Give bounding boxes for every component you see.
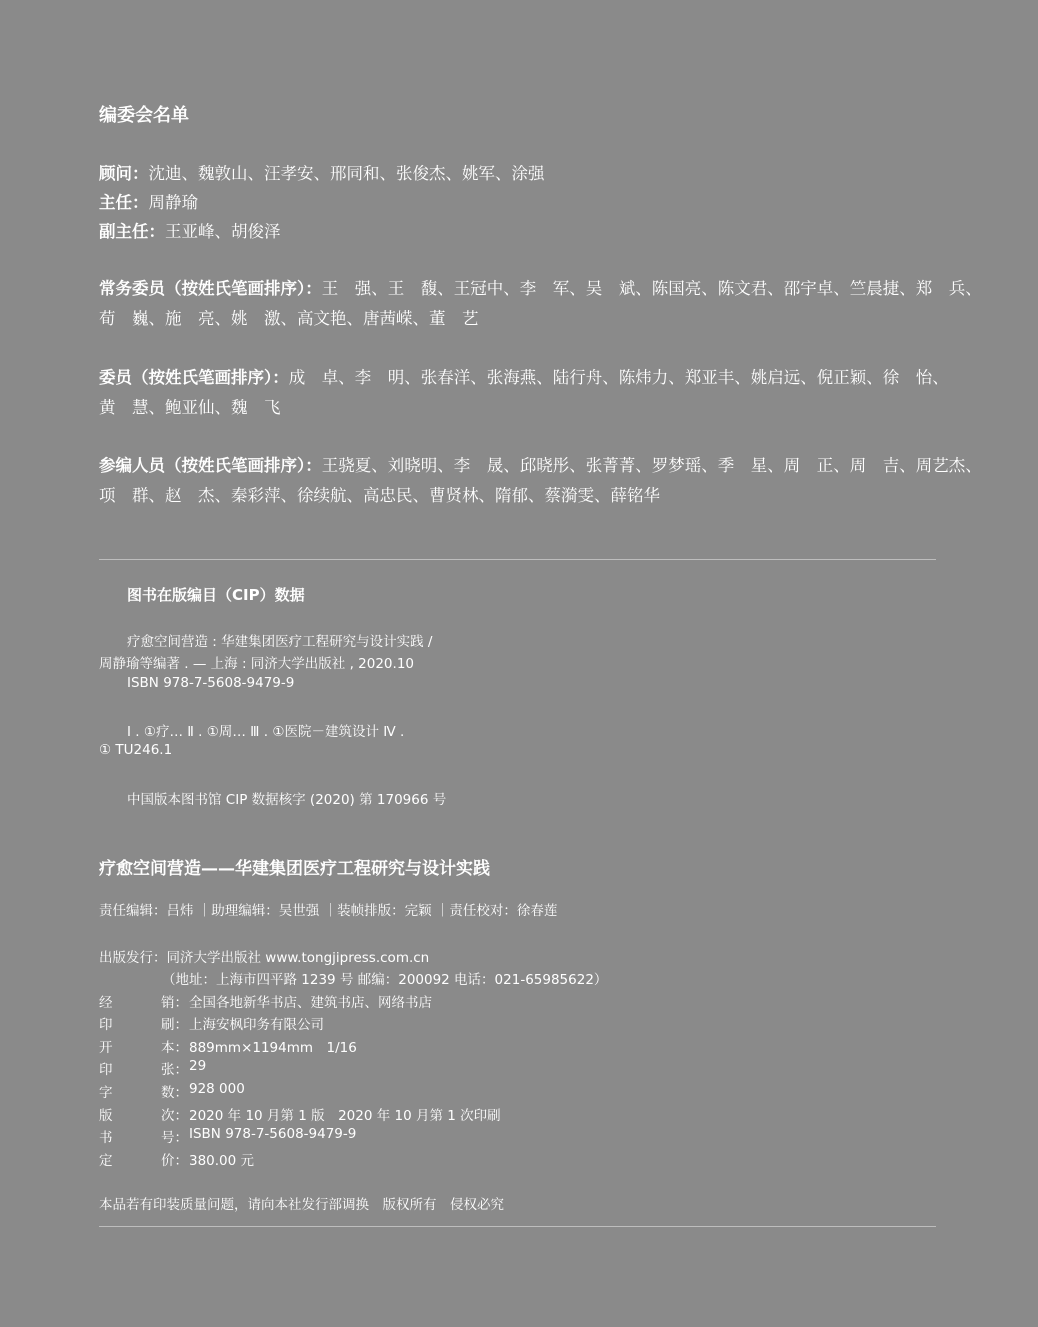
detail-value: 928 000 bbox=[189, 1081, 245, 1097]
detail-key-char: 价： bbox=[161, 1153, 188, 1169]
cip-heading: 图书在版编目（CIP）数据 bbox=[127, 586, 305, 604]
director-label: 主任： bbox=[99, 193, 149, 212]
detail-key-char: 数： bbox=[161, 1085, 188, 1101]
detail-key-char: 张： bbox=[161, 1062, 188, 1078]
detail-key-char: 本： bbox=[161, 1040, 188, 1056]
members-names-2: 黄 慧、鲍亚仙、魏 飞 bbox=[99, 398, 281, 417]
vice-director-label: 副主任： bbox=[99, 222, 165, 241]
standing-committee-names-1: 王 强、王 馥、王冠中、李 军、吴 斌、陈国亮、陈文君、邵宇卓、竺晨捷、郑 兵、 bbox=[321, 279, 982, 298]
standing-committee-block bbox=[99, 274, 982, 334]
cip-record-number: 中国版本图书馆 CIP 数据核字 (2020) 第 170966 号 bbox=[127, 792, 447, 808]
cip-isbn: ISBN 978-7-5608-9479-9 bbox=[127, 675, 295, 691]
detail-key-char: 印 bbox=[99, 1062, 113, 1078]
detail-key-char: 开 bbox=[99, 1040, 113, 1056]
publisher-address: （地址：上海市四平路 1239 号 邮编：200092 电话：021-65985622） bbox=[162, 972, 608, 988]
advisor-label: 顾问： bbox=[99, 164, 149, 183]
detail-value: 889mm×1194mm 1/16 bbox=[189, 1040, 357, 1056]
advisor-line bbox=[99, 160, 545, 184]
cip-classification: Ⅰ . ①疗… Ⅱ . ①周… Ⅲ . ①医院－建筑设计 Ⅳ . bbox=[127, 724, 405, 740]
detail-key-char: 刷： bbox=[161, 1017, 188, 1033]
advisor-names: 沈迪、魏敦山、汪孝安、邢同和、张俊杰、姚军、涂强 bbox=[148, 164, 545, 183]
detail-value: 上海安枫印务有限公司 bbox=[189, 1017, 324, 1033]
director-names: 周静瑜 bbox=[148, 193, 198, 212]
contributors-block bbox=[99, 451, 982, 511]
divider-bottom bbox=[99, 1226, 936, 1227]
detail-value: 29 bbox=[189, 1058, 207, 1074]
director-line bbox=[99, 189, 198, 213]
publisher-line: 出版发行：同济大学出版社 www.tongjipress.com.cn bbox=[99, 950, 430, 966]
detail-key-char: 印 bbox=[99, 1017, 113, 1033]
standing-committee-label: 常务委员（按姓氏笔画排序）： bbox=[99, 279, 322, 298]
detail-key-char: 销： bbox=[161, 995, 188, 1011]
contributors-label: 参编人员（按姓氏笔画排序）： bbox=[99, 456, 322, 475]
divider-top bbox=[99, 559, 936, 560]
detail-value: 380.00 元 bbox=[189, 1153, 255, 1169]
detail-key-char: 定 bbox=[99, 1153, 113, 1169]
standing-committee-names-2: 荀 巍、施 亮、姚 激、高文艳、唐茜嵘、董 艺 bbox=[99, 309, 479, 328]
editors-line: 责任编辑：吕炜 ｜助理编辑：吴世强 ｜装帧排版：完颖 ｜责任校对：徐春莲 bbox=[99, 903, 558, 919]
members-block bbox=[99, 363, 949, 423]
detail-key-char: 书 bbox=[99, 1130, 113, 1146]
detail-value: 2020 年 10 月第 1 版 2020 年 10 月第 1 次印刷 bbox=[189, 1108, 501, 1124]
cip-line: 疗愈空间营造 : 华建集团医疗工程研究与设计实践 / bbox=[127, 634, 433, 650]
copyright-notice: 本品若有印装质量问题，请向本社发行部调换 版权所有 侵权必究 bbox=[99, 1197, 504, 1213]
detail-value: 全国各地新华书店、建筑书店、网络书店 bbox=[189, 995, 432, 1011]
cip-line: 周静瑜等编著 . — 上海 : 同济大学出版社 , 2020.10 bbox=[99, 656, 414, 672]
book-title: 疗愈空间营造——华建集团医疗工程研究与设计实践 bbox=[99, 859, 490, 879]
contributors-names-1: 王骁夏、刘晓明、李 晟、邱晓彤、张菁菁、罗梦瑶、季 星、周 正、周 吉、周艺杰、 bbox=[321, 456, 982, 475]
committee-heading: 编委会名单 bbox=[99, 105, 189, 126]
detail-value: ISBN 978-7-5608-9479-9 bbox=[189, 1126, 357, 1142]
contributors-names-2: 项 群、赵 杰、秦彩萍、徐续航、高忠民、曹贤林、隋郁、蔡漪雯、薛铭华 bbox=[99, 486, 660, 505]
members-names-1: 成 卓、李 明、张春洋、张海燕、陆行舟、陈炜力、郑亚丰、姚启远、倪正颖、徐 怡、 bbox=[288, 368, 949, 387]
detail-key-char: 次： bbox=[161, 1108, 188, 1124]
members-label: 委员（按姓氏笔画排序）： bbox=[99, 368, 289, 387]
vice-director-names: 王亚峰、胡俊泽 bbox=[165, 222, 281, 241]
detail-key-char: 版 bbox=[99, 1108, 113, 1124]
detail-key-char: 字 bbox=[99, 1085, 113, 1101]
detail-key-char: 号： bbox=[161, 1130, 188, 1146]
cip-classification-code: ① TU246.1 bbox=[99, 742, 173, 758]
detail-key-char: 经 bbox=[99, 995, 113, 1011]
vice-director-line bbox=[99, 218, 281, 242]
